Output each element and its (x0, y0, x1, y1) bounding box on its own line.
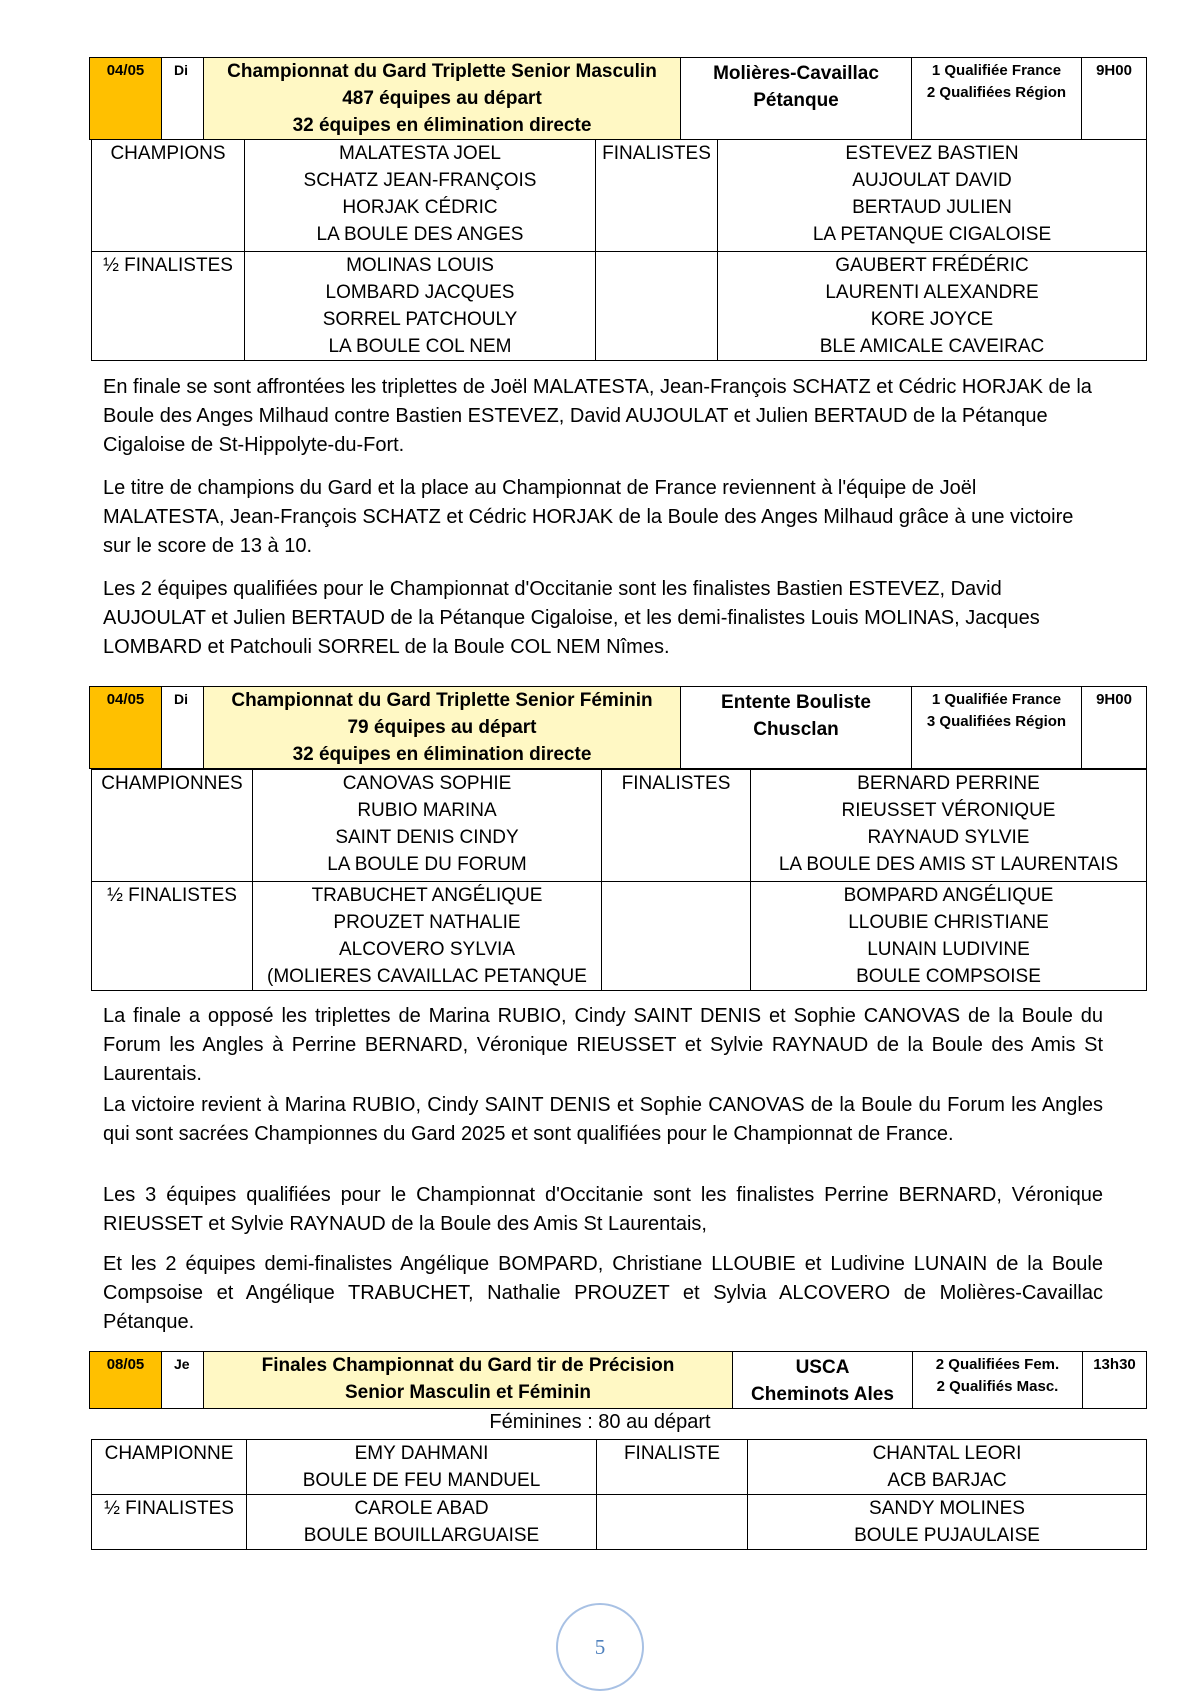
semi-finalists-a-cell (245, 252, 596, 361)
results-table-triplette-feminin (91, 769, 1147, 991)
event-venue (733, 1352, 913, 1409)
qualification-line: 2 Qualifiées Région (926, 84, 1067, 101)
event1-paragraph: En finale se sont affrontées les triplettes de Joël MALATESTA, Jean-François SCHATZ et Cédric HORJAK de la Boule des Anges Milhaud contre Bastien ESTEVEZ, David AUJOULAT et Julien BERTAUD de la Pétanque Cigaloise de St-Hippolyte-du-Fort. (103, 376, 1092, 456)
venue-line: Pétanque (753, 90, 839, 111)
event-date: 04/05 (90, 58, 162, 140)
champions-cell (245, 140, 596, 252)
club-name: LA BOULE DES AMIS ST LAURENTAIS (778, 854, 1119, 875)
finalists-label: FINALISTES (596, 140, 718, 252)
event-title (204, 58, 681, 140)
player-name: BOMPARD ANGÉLIQUE (843, 885, 1054, 906)
event-time: 13h30 (1083, 1352, 1147, 1409)
player-name: RIEUSSET VÉRONIQUE (841, 800, 1056, 821)
event-title (204, 1352, 733, 1409)
event-qualifications (913, 1352, 1083, 1409)
qualification-line: 3 Qualifiées Région (926, 713, 1067, 730)
event-day: Di (162, 687, 204, 769)
event-title-line: Championnat du Gard Triplette Senior Féminin (231, 690, 653, 711)
semi-finalists-b-cell (748, 1495, 1147, 1550)
event-qualifications (912, 687, 1082, 769)
page-number: 5 (594, 1634, 606, 1659)
table-row (92, 252, 1147, 361)
event2-paragraph: La victoire revient à Marina RUBIO, Cindy SAINT DENIS et Sophie CANOVAS de la Boule du Forum les Angles qui sont sacrées Championnes du Gard 2025 et sont qualifiées pour le Championnat de France. (103, 1094, 1103, 1145)
champions-label: CHAMPIONNES (92, 770, 253, 882)
player-name: SORREL PATCHOULY (322, 309, 518, 330)
event-date: 08/05 (90, 1352, 162, 1409)
qualification-line: 1 Qualifiée France (931, 691, 1062, 708)
event-qualifications (912, 58, 1082, 140)
semi-finalists-b-cell (751, 882, 1147, 991)
event-time: 9H00 (1082, 687, 1147, 769)
player-name: CANOVAS SOPHIE (342, 773, 512, 794)
player-name: AUJOULAT DAVID (852, 170, 1012, 191)
club-name: BLE AMICALE CAVEIRAC (819, 336, 1045, 357)
player-name: LUNAIN LUDIVINE (867, 939, 1030, 960)
event-date: 04/05 (90, 687, 162, 769)
semi-finalists-label: ½ FINALISTES (92, 882, 253, 991)
club-name: ACB BARJAC (887, 1470, 1007, 1491)
club-name: BOULE PUJAULAISE (854, 1525, 1040, 1546)
player-name: TRABUCHET ANGÉLIQUE (311, 885, 543, 906)
results-table-triplette-masculin (91, 139, 1147, 361)
event-day: Je (162, 1352, 204, 1409)
event-title (204, 687, 681, 769)
event-title-line: Finales Championnat du Gard tir de Précision (261, 1355, 675, 1376)
finalists-label: FINALISTES (602, 770, 751, 882)
venue-line: Entente Bouliste (721, 692, 871, 713)
club-name: LA BOULE DES ANGES (316, 224, 524, 245)
club-name: (MOLIERES CAVAILLAC PETANQUE (267, 966, 587, 987)
event-venue (681, 687, 912, 769)
event-venue (681, 58, 912, 140)
table-row (92, 1440, 1147, 1495)
finalists-cell (751, 770, 1147, 882)
finalists-cell (748, 1440, 1147, 1495)
player-name: ALCOVERO SYLVIA (339, 939, 515, 960)
champions-cell (253, 770, 602, 882)
event-header-triplette-masculin (89, 57, 1147, 140)
semi-finalists-label: ½ FINALISTES (92, 1495, 247, 1550)
event-title-line: 32 équipes en élimination directe (292, 115, 592, 136)
results-table-tir-precision-feminin (91, 1439, 1147, 1550)
event-title-line: 487 équipes au départ (342, 88, 542, 109)
event1-paragraph: Les 2 équipes qualifiées pour le Championnat d'Occitanie sont les finalistes Bastien ESTEVEZ, David AUJOULAT et Julien BERTAUD de la Pétanque Cigaloise, et les demi-finalistes Louis MOLINAS, Jacques LOMBARD et Patchouli SORREL de la Boule COL NEM Nîmes. (103, 578, 1040, 658)
player-name: LLOUBIE CHRISTIANE (848, 912, 1049, 933)
finalists-label: FINALISTE (597, 1440, 748, 1495)
player-name: MOLINAS LOUIS (346, 255, 494, 276)
table-row (92, 770, 1147, 882)
event-title-line: Senior Masculin et Féminin (345, 1382, 591, 1403)
event-time: 9H00 (1082, 58, 1147, 140)
event-day: Di (162, 58, 204, 140)
empty-cell (596, 252, 718, 361)
player-name: EMY DAHMANI (354, 1443, 489, 1464)
club-name: LA BOULE COL NEM (328, 336, 512, 357)
event-title-line: 79 équipes au départ (347, 717, 537, 738)
player-name: BERTAUD JULIEN (852, 197, 1012, 218)
club-name: BOULE BOUILLARGUAISE (303, 1525, 540, 1546)
club-name: LA BOULE DU FORUM (327, 854, 527, 875)
club-name: BOULE COMPSOISE (856, 966, 1041, 987)
club-name: BOULE DE FEU MANDUEL (302, 1470, 541, 1491)
semi-finalists-label: ½ FINALISTES (92, 252, 245, 361)
player-name: LAURENTI ALEXANDRE (825, 282, 1039, 303)
player-name: LOMBARD JACQUES (325, 282, 515, 303)
qualification-line: 1 Qualifiée France (931, 62, 1062, 79)
event2-paragraph: Et les 2 équipes demi-finalistes Angélique BOMPARD, Christiane LLOUBIE et Ludivine LUNAIN de la Boule Compsoise et Angélique TRABUCHET, Nathalie PROUZET et Sylvia ALCOVERO de Molières-Cavaillac Pétanque. (103, 1253, 1103, 1333)
player-name: SAINT DENIS CINDY (335, 827, 519, 848)
club-name: LA PETANQUE CIGALOISE (812, 224, 1052, 245)
venue-line: Cheminots Ales (751, 1384, 894, 1405)
champions-label: CHAMPIONS (92, 140, 245, 252)
player-name: PROUZET NATHALIE (333, 912, 521, 933)
semi-finalists-a-cell (253, 882, 602, 991)
player-name: GAUBERT FRÉDÉRIC (835, 255, 1029, 276)
qualification-line: 2 Qualifiés Masc. (936, 1378, 1059, 1395)
player-name: SCHATZ JEAN-FRANÇOIS (303, 170, 537, 191)
qualification-line: 2 Qualifiées Fem. (935, 1356, 1060, 1373)
semi-finalists-a-cell (247, 1495, 597, 1550)
semi-finalists-b-cell (718, 252, 1147, 361)
player-name: CHANTAL LEORI (872, 1443, 1022, 1464)
event-header-tir-precision (89, 1351, 1147, 1409)
player-name: CAROLE ABAD (354, 1498, 489, 1519)
event2-paragraph: Les 3 équipes qualifiées pour le Championnat d'Occitanie sont les finalistes Perrine BERNARD, Véronique RIEUSSET et Sylvie RAYNAUD de la Boule des Amis St Laurentais, (103, 1184, 1103, 1235)
venue-line: Chusclan (753, 719, 839, 740)
player-name: RAYNAUD SYLVIE (867, 827, 1030, 848)
event-title-line: Championnat du Gard Triplette Senior Masculin (227, 61, 657, 82)
table-row (92, 882, 1147, 991)
empty-cell (602, 882, 751, 991)
player-name: MALATESTA JOEL (339, 143, 501, 164)
champions-label: CHAMPIONNE (92, 1440, 247, 1495)
page-number-badge (556, 1603, 644, 1691)
table-row (92, 1495, 1147, 1550)
empty-cell (597, 1495, 748, 1550)
champions-cell (247, 1440, 597, 1495)
player-name: KORE JOYCE (870, 309, 994, 330)
venue-line: USCA (795, 1357, 850, 1378)
player-name: ESTEVEZ BASTIEN (845, 143, 1019, 164)
event3-subheading: Féminines : 80 au départ (489, 1411, 711, 1433)
event-header-triplette-feminin (89, 686, 1147, 769)
player-name: HORJAK CÉDRIC (342, 197, 498, 218)
event-title-line: 32 équipes en élimination directe (292, 744, 592, 765)
venue-line: Molières-Cavaillac (713, 63, 879, 84)
player-name: RUBIO MARINA (357, 800, 497, 821)
table-row (92, 140, 1147, 252)
finalists-cell (718, 140, 1147, 252)
player-name: SANDY MOLINES (869, 1498, 1025, 1519)
player-name: BERNARD PERRINE (857, 773, 1040, 794)
event2-paragraph: La finale a opposé les triplettes de Marina RUBIO, Cindy SAINT DENIS et Sophie CANOVAS de la Boule du Forum les Angles à Perrine BERNARD, Véronique RIEUSSET et Sylvie RAYNAUD de la Boule des Amis St Laurentais. (103, 1005, 1103, 1085)
event1-paragraph: Le titre de champions du Gard et la place au Championnat de France reviennent à l'équipe de Joël MALATESTA, Jean-François SCHATZ et Cédric HORJAK de la Boule des Anges Milhaud grâce à une victoire sur le score de 13 à 10. (103, 477, 1074, 557)
